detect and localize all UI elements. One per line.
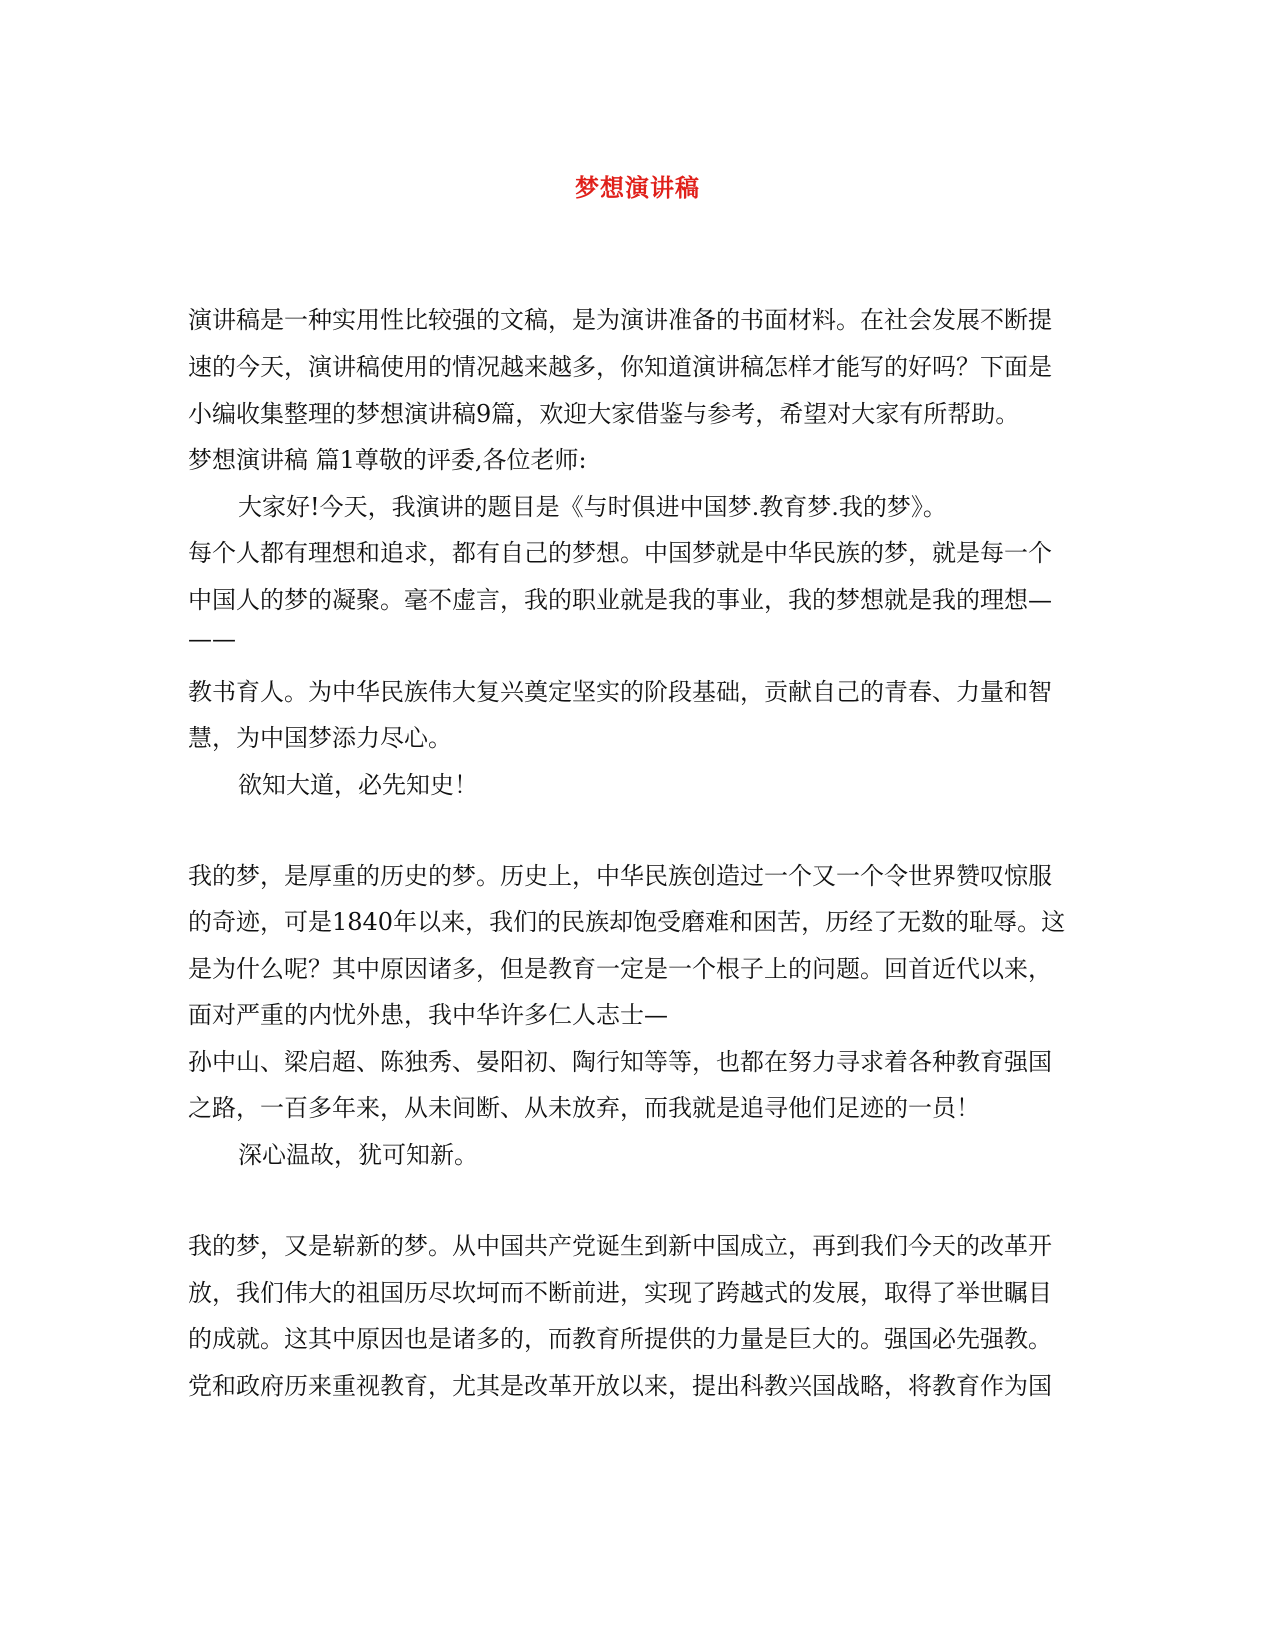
paragraph-line: 是为什么呢？其中原因诸多，但是教育一定是一个根子上的问题。回首近代以来， [188, 955, 1052, 983]
paragraph-line: 每个人都有理想和追求，都有自己的梦想。中国梦就是中华民族的梦，就是每一个 [188, 539, 1052, 567]
paragraph-line: 之路，一百多年来，从未间断、从未放弃，而我就是追寻他们足迹的一员！ [188, 1094, 980, 1122]
paragraph-line: 放，我们伟大的祖国历尽坎坷而不断前进，实现了跨越式的发展，取得了举世瞩目 [188, 1279, 1052, 1307]
paragraph-line: 慧，为中国梦添力尽心。 [188, 724, 452, 752]
paragraph-line: —— [188, 625, 236, 653]
section-heading-line: 梦想演讲稿 篇1尊敬的评委,各位老师: [188, 446, 587, 474]
paragraph-line: 孙中山、梁启超、陈独秀、晏阳初、陶行知等等，也都在努力寻求着各种教育强国 [188, 1048, 1052, 1076]
paragraph-line: 欲知大道，必先知史！ [238, 771, 478, 799]
paragraph-line: 教书育人。为中华民族伟大复兴奠定坚实的阶段基础，贡献自己的青春、力量和智 [188, 678, 1052, 706]
paragraph-line: 我的梦，又是崭新的梦。从中国共产党诞生到新中国成立，再到我们今天的改革开 [188, 1232, 1052, 1260]
paragraph-line: 速的今天，演讲稿使用的情况越来越多，你知道演讲稿怎样才能写的好吗？下面是 [188, 353, 1052, 381]
paragraph-line: 面对严重的内忧外患，我中华许多仁人志士— [188, 1001, 668, 1029]
paragraph-line: 深心温故，犹可知新。 [238, 1141, 478, 1169]
document-title: 梦想演讲稿 [575, 173, 700, 202]
paragraph-line: 演讲稿是一种实用性比较强的文稿，是为演讲准备的书面材料。在社会发展不断提 [188, 306, 1052, 334]
paragraph-line: 的成就。这其中原因也是诸多的，而教育所提供的力量是巨大的。强国必先强教。 [188, 1325, 1052, 1353]
paragraph-line: 中国人的梦的凝聚。毫不虚言，我的职业就是我的事业，我的梦想就是我的理想— [188, 586, 1052, 614]
paragraph-line: 的奇迹，可是1840年以来，我们的民族却饱受磨难和困苦，历经了无数的耻辱。这 [188, 908, 1066, 936]
paragraph-line: 小编收集整理的梦想演讲稿9篇，欢迎大家借鉴与参考，希望对大家有所帮助。 [188, 400, 1020, 428]
paragraph-line: 大家好!今天，我演讲的题目是《与时俱进中国梦.教育梦.我的梦》。 [238, 493, 947, 521]
paragraph-line: 党和政府历来重视教育，尤其是改革开放以来，提出科教兴国战略，将教育作为国 [188, 1372, 1052, 1400]
paragraph-line: 我的梦，是厚重的历史的梦。历史上，中华民族创造过一个又一个令世界赞叹惊服 [188, 862, 1052, 890]
